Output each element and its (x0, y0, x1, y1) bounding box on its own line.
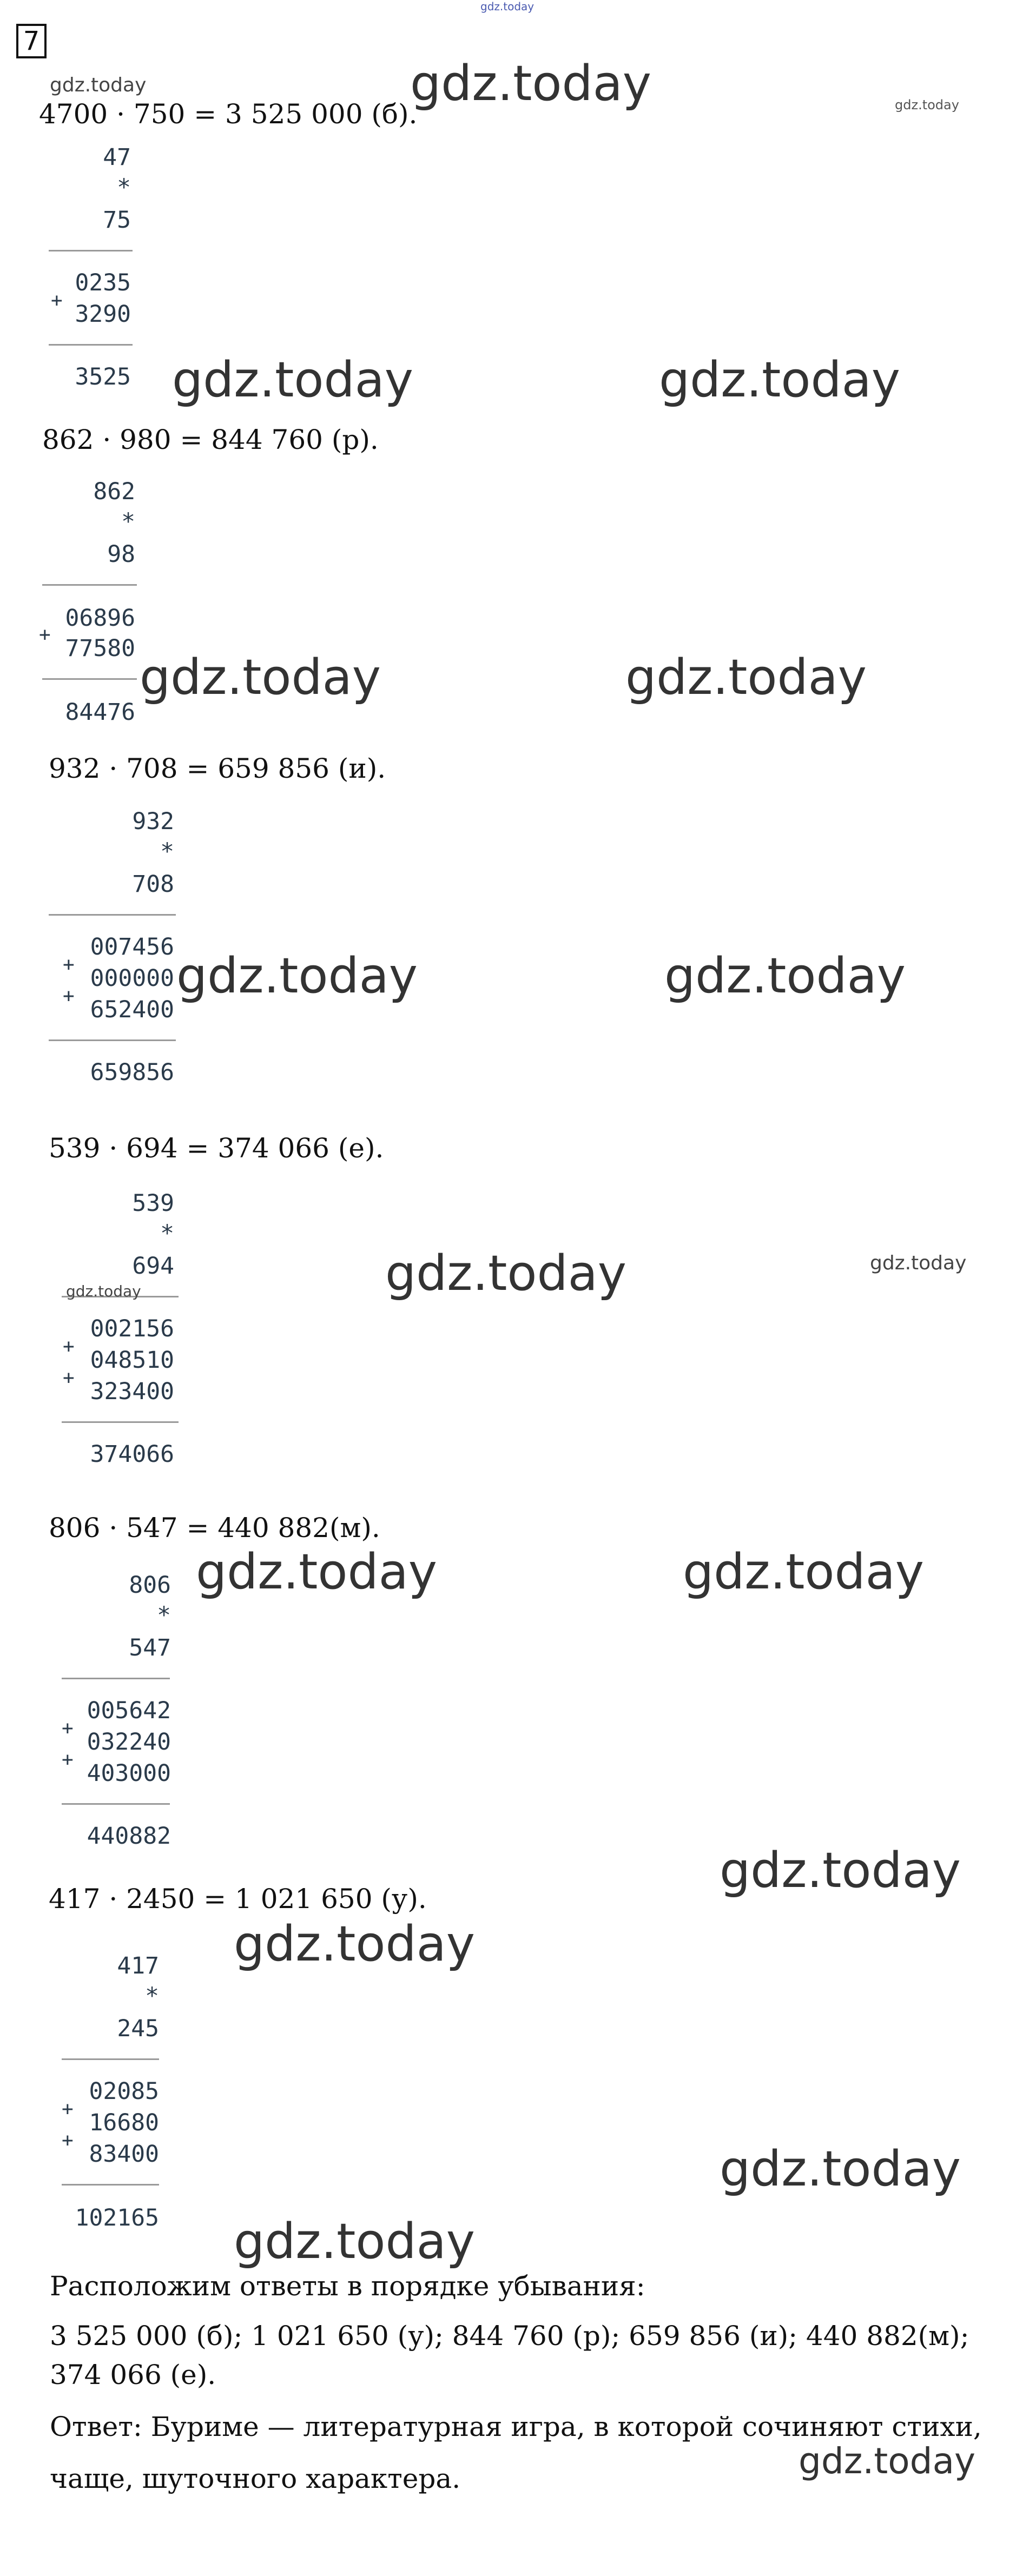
result-2: 84476 (65, 699, 135, 726)
watermark: gdz.today (410, 55, 652, 112)
plus-sign: + (62, 1717, 74, 1739)
partial-4-2: 048510 (90, 1347, 174, 1374)
partial-6-3: 83400 (89, 2141, 159, 2168)
operator-4: * (160, 1220, 174, 1247)
partial-2-1: 06896 (65, 605, 135, 632)
rule-top-5 (62, 1678, 170, 1679)
rule-bottom-1 (49, 344, 133, 346)
factor2-3: 708 (132, 871, 174, 898)
result-3: 659856 (90, 1059, 174, 1086)
factor2-2: 98 (107, 541, 135, 568)
result-6: 102165 (75, 2204, 159, 2231)
plus-sign: + (62, 1749, 74, 1771)
watermark: gdz.today (234, 1916, 476, 1972)
watermark: gdz.today (140, 649, 381, 706)
operator-1: * (117, 174, 131, 201)
partial-1-2: 3290 (75, 301, 131, 328)
operator-2: * (121, 508, 135, 535)
partial-1-1: 0235 (75, 269, 131, 296)
watermark: gdz.today (196, 1544, 438, 1600)
partial-2-2: 77580 (65, 635, 135, 662)
watermark: gdz.today (659, 352, 901, 408)
equation-2: 862 · 980 = 844 760 (р). (42, 424, 379, 455)
watermark: gdz.today (720, 2141, 961, 2197)
watermark: gdz.today (50, 74, 147, 96)
plus-sign: + (63, 1367, 75, 1389)
partial-6-2: 16680 (89, 2109, 159, 2136)
conclusion-line-3: 374 066 (е). (50, 2359, 216, 2390)
operator-5: * (157, 1602, 171, 1629)
partial-4-1: 002156 (90, 1315, 174, 1342)
task-number-box (16, 24, 47, 58)
plus-sign: + (63, 953, 75, 976)
rule-bottom-6 (62, 2184, 159, 2186)
watermark: gdz.today (176, 948, 418, 1004)
factor1-4: 539 (132, 1190, 174, 1217)
factor2-5: 547 (129, 1634, 171, 1661)
rule-bottom-4 (62, 1421, 179, 1423)
rule-top-6 (62, 2058, 159, 2060)
rule-bottom-3 (49, 1039, 176, 1041)
factor2-6: 245 (117, 2015, 159, 2042)
result-4: 374066 (90, 1441, 174, 1468)
equation-6: 417 · 2450 = 1 021 650 (у). (49, 1883, 427, 1915)
equation-1: 4700 · 750 = 3 525 000 (б). (39, 98, 418, 130)
watermark: gdz.today (683, 1544, 925, 1600)
plus-sign: + (63, 1335, 75, 1357)
rule-top-3 (49, 914, 176, 916)
watermark: gdz.today (799, 2440, 976, 2482)
factor1-2: 862 (93, 478, 135, 505)
partial-3-3: 652400 (90, 996, 174, 1023)
rule-bottom-5 (62, 1803, 170, 1805)
partial-5-1: 005642 (87, 1697, 171, 1724)
plus-sign: + (39, 624, 51, 646)
rule-bottom-2 (42, 678, 137, 680)
factor2-4: 694 (132, 1253, 174, 1280)
equation-5: 806 · 547 = 440 882(м). (49, 1512, 380, 1544)
watermark: gdz.today (895, 97, 959, 112)
watermark: gdz.today (720, 1842, 961, 1899)
watermark: gdz.today (870, 1252, 967, 1274)
equation-4: 539 · 694 = 374 066 (е). (49, 1133, 384, 1164)
operator-3: * (160, 838, 174, 865)
partial-5-2: 032240 (87, 1729, 171, 1756)
factor1-1: 47 (103, 144, 131, 171)
partial-6-1: 02085 (89, 2078, 159, 2105)
partial-4-3: 323400 (90, 1378, 174, 1405)
equation-3: 932 · 708 = 659 856 (и). (49, 753, 386, 784)
watermark-top: gdz.today (480, 0, 535, 13)
partial-3-1: 007456 (90, 933, 174, 961)
watermark: gdz.today (172, 352, 414, 408)
factor1-5: 806 (129, 1572, 171, 1599)
plus-sign: + (63, 985, 75, 1007)
conclusion-line-1: Расположим ответы в порядке убывания: (50, 2270, 645, 2302)
plus-sign: + (62, 2098, 74, 2120)
answer-line-2: чаще, шуточного характера. (50, 2463, 461, 2494)
answer-line-1: Ответ: Буриме — литературная игра, в которой сочиняют стихи, (50, 2411, 982, 2442)
result-1: 3525 (75, 363, 131, 390)
watermark: gdz.today (625, 649, 867, 706)
plus-sign: + (62, 2129, 74, 2151)
partial-3-2: 000000 (90, 965, 174, 992)
rule-top-1 (49, 250, 133, 251)
watermark: gdz.today (234, 2213, 476, 2270)
plus-sign: + (51, 289, 63, 312)
factor1-6: 417 (117, 1952, 159, 1979)
factor2-1: 75 (103, 207, 131, 234)
watermark: gdz.today (385, 1245, 627, 1302)
rule-top-2 (42, 584, 137, 586)
factor1-3: 932 (132, 808, 174, 835)
operator-6: * (145, 1983, 159, 2010)
result-5: 440882 (87, 1823, 171, 1850)
watermark: gdz.today (664, 948, 906, 1004)
watermark: gdz.today (66, 1282, 141, 1300)
task-number: 7 (23, 26, 40, 56)
partial-5-3: 403000 (87, 1760, 171, 1787)
conclusion-line-2: 3 525 000 (б); 1 021 650 (у); 844 760 (р); 659 856 (и); 440 882(м); (50, 2320, 969, 2352)
